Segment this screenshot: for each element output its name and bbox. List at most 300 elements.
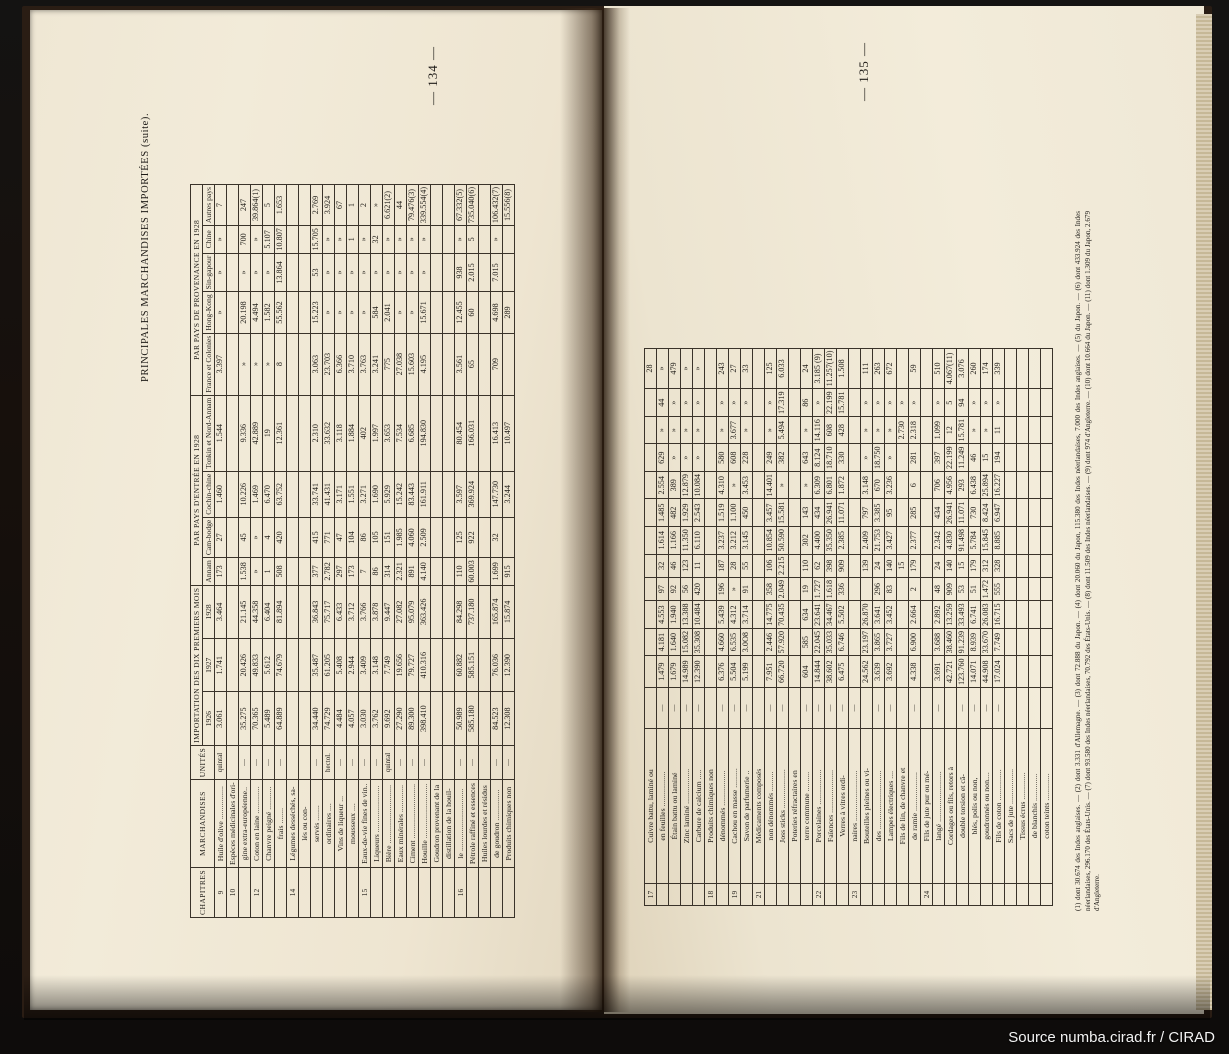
- cell-v1926: [921, 656, 933, 688]
- row-chapter: 24: [921, 884, 933, 906]
- row-chapter: 17: [645, 884, 657, 906]
- cell-annam: 1.727: [813, 577, 825, 600]
- cell-tonkin: 11.071: [957, 499, 969, 527]
- cell-v1927: 74.679: [275, 639, 287, 692]
- cell-v1928: [287, 585, 299, 638]
- cell-chine: »: [383, 226, 395, 254]
- cell-tonkin: [1017, 499, 1029, 527]
- cell-cambodge: [227, 517, 239, 557]
- row-label: Huile d'olive .................: [215, 780, 227, 868]
- cell-tonkin: 6.685: [407, 395, 419, 471]
- row-unit: —: [933, 688, 945, 729]
- row-label: le ................................: [455, 780, 467, 868]
- table-row: [717, 348, 729, 905]
- cell-chine: »: [933, 389, 945, 417]
- row-label: Légumes desséchés, sa-: [287, 780, 299, 868]
- cell-singapour: [645, 416, 657, 444]
- row-unit: —: [311, 745, 323, 779]
- cell-v1928: 1.940: [669, 601, 681, 629]
- row-unit: [645, 688, 657, 729]
- cell-france: 706: [933, 471, 945, 499]
- cell-v1926: [287, 692, 299, 745]
- cell-chine: 5.107: [263, 226, 275, 254]
- cell-cochinchine: [1041, 527, 1053, 555]
- cell-autres: [753, 348, 765, 389]
- row-chapter: [347, 868, 359, 918]
- cell-v1927: 61.205: [323, 639, 335, 692]
- table-row: [825, 348, 837, 905]
- row-chapter: [239, 868, 251, 918]
- cell-v1928: 3.641: [873, 601, 885, 629]
- row-label: Joss sticks ....................: [777, 729, 789, 884]
- cell-autres: 2.769: [311, 184, 323, 225]
- th-cochinchine: Cochin-chine: [203, 471, 215, 517]
- row-unit: —: [801, 688, 813, 729]
- table-row: [383, 184, 395, 917]
- cell-tonkin: 143: [801, 499, 813, 527]
- cell-cambodge: 140: [885, 554, 897, 577]
- cell-singapour: »: [359, 253, 371, 292]
- row-unit: —: [455, 745, 467, 779]
- cell-cambodge: 415: [311, 517, 323, 557]
- cell-v1926: 585.180: [467, 692, 479, 745]
- cell-v1927: 4.660: [717, 628, 729, 656]
- row-chapter: [479, 868, 491, 918]
- cell-singapour: 15.781: [957, 416, 969, 444]
- row-unit: —: [993, 688, 1005, 729]
- cell-france: 4.310: [717, 471, 729, 499]
- cell-france: [503, 333, 515, 395]
- cell-v1927: [1017, 628, 1029, 656]
- cell-v1927: 76.036: [491, 639, 503, 692]
- cell-hongkong: 608: [729, 444, 741, 472]
- cell-chine: 5: [467, 226, 479, 254]
- cell-singapour: »: [801, 416, 813, 444]
- cell-cambodge: 909: [837, 554, 849, 577]
- cell-v1927: 7.749: [993, 628, 1005, 656]
- cell-v1926: [645, 656, 657, 688]
- cell-cambodge: 2.509: [419, 517, 431, 557]
- cell-france: [789, 471, 801, 499]
- cell-tonkin: 26.941: [945, 499, 957, 527]
- row-chapter: [681, 884, 693, 906]
- cell-v1927: 3.727: [885, 628, 897, 656]
- row-label: Faïences ......................: [825, 729, 837, 884]
- cell-cambodge: 4: [263, 517, 275, 557]
- cell-singapour: [299, 253, 311, 292]
- row-unit: —: [957, 688, 969, 729]
- cell-cochinchine: [287, 471, 299, 517]
- cell-cambodge: [753, 554, 765, 577]
- cell-v1926: 6.376: [717, 656, 729, 688]
- cell-chine: »: [741, 389, 753, 417]
- cell-chine: »: [909, 389, 921, 417]
- cell-cambodge: [287, 517, 299, 557]
- cell-v1928: 3.464: [215, 585, 227, 638]
- cell-v1926: 9.692: [383, 692, 395, 745]
- cell-autres: 6.033: [777, 348, 789, 389]
- row-chapter: 12: [251, 868, 263, 918]
- cell-cochinchine: 35.350: [825, 527, 837, 555]
- cell-tonkin: 7.534: [395, 395, 407, 471]
- cell-france: 293: [957, 471, 969, 499]
- table-row: [239, 184, 251, 917]
- cell-annam: [479, 558, 491, 586]
- cell-v1927: 33.670: [981, 628, 993, 656]
- cell-france: 709: [491, 333, 503, 395]
- table-row: [1005, 348, 1017, 905]
- cell-annam: [287, 558, 299, 586]
- cell-hongkong: [897, 444, 909, 472]
- row-unit: —: [717, 688, 729, 729]
- row-label: Huiles lourdes et résidus: [479, 780, 491, 868]
- cell-autres: 125: [765, 348, 777, 389]
- cell-cambodge: 106: [765, 554, 777, 577]
- table-row: [933, 348, 945, 905]
- cell-annam: [1041, 577, 1053, 600]
- cell-v1927: 4.181: [657, 628, 669, 656]
- cell-singapour: »: [383, 253, 395, 292]
- cell-singapour: [443, 253, 455, 292]
- table-row: [407, 184, 419, 917]
- cell-v1927: [443, 639, 455, 692]
- cell-v1928: 34.467: [825, 601, 837, 629]
- cell-singapour: 3.677: [729, 416, 741, 444]
- right-page: [604, 6, 1204, 1014]
- cell-annam: 1.618: [825, 577, 837, 600]
- cell-cambodge: [921, 554, 933, 577]
- cell-v1927: [287, 639, 299, 692]
- cell-chine: [299, 226, 311, 254]
- cell-hongkong: [299, 292, 311, 333]
- cell-tonkin: 19: [263, 395, 275, 471]
- cell-v1927: [789, 628, 801, 656]
- cell-v1927: 38.460: [945, 628, 957, 656]
- cell-v1928: 36.843: [311, 585, 323, 638]
- cell-autres: [921, 348, 933, 389]
- cell-france: [431, 333, 443, 395]
- cell-v1928: 2.892: [933, 601, 945, 629]
- cell-singapour: »: [741, 416, 753, 444]
- cell-v1927: 49.833: [251, 639, 263, 692]
- cell-v1927: [479, 639, 491, 692]
- cell-france: [1041, 471, 1053, 499]
- row-label: des ..............................: [873, 729, 885, 884]
- cell-cambodge: 123: [681, 554, 693, 577]
- row-unit: [945, 688, 957, 729]
- cell-v1928: 70.435: [777, 601, 789, 629]
- cell-annam: [705, 577, 717, 600]
- cell-hongkong: 20.198: [239, 292, 251, 333]
- cell-autres: 79.476(3): [407, 184, 419, 225]
- cell-cochinchine: [897, 527, 909, 555]
- row-label: Ciment ............................: [407, 780, 419, 868]
- cell-hongkong: »: [323, 292, 335, 333]
- cell-tonkin: 1.929: [681, 499, 693, 527]
- cell-v1926: 3.639: [873, 656, 885, 688]
- cell-autres: »: [693, 348, 705, 389]
- cell-v1928: [705, 601, 717, 629]
- cell-autres: 28: [645, 348, 657, 389]
- cell-autres: 27: [729, 348, 741, 389]
- cell-v1928: [1029, 601, 1041, 629]
- table-row: [957, 348, 969, 905]
- cell-cambodge: 125: [455, 517, 467, 557]
- cell-cambodge: [849, 554, 861, 577]
- row-chapter: [503, 868, 515, 918]
- row-unit: [227, 745, 239, 779]
- cell-cochinchine: 2.377: [909, 527, 921, 555]
- th-by-origin: PAR PAYS DE PROVENANCE EN 1928: [191, 184, 203, 395]
- cell-cochinchine: 161.911: [419, 471, 431, 517]
- cell-france: [705, 471, 717, 499]
- row-unit: —: [825, 688, 837, 729]
- cell-chine: »: [873, 389, 885, 417]
- page-edge-stack: [1196, 14, 1212, 1010]
- row-chapter: [263, 868, 275, 918]
- cell-v1926: [705, 656, 717, 688]
- cell-v1927: 23.197: [861, 628, 873, 656]
- cell-tonkin: 1.100: [729, 499, 741, 527]
- row-label: non dénommés ..........: [765, 729, 777, 884]
- cell-hongkong: [1005, 444, 1017, 472]
- row-label: Sacs de jute ..................: [1005, 729, 1017, 884]
- row-chapter: [669, 884, 681, 906]
- cell-france: »: [729, 471, 741, 499]
- cell-tonkin: 2.543: [693, 499, 705, 527]
- row-unit: —: [503, 745, 515, 779]
- cell-v1928: 6.433: [335, 585, 347, 638]
- cell-chine: [1005, 389, 1017, 417]
- table-row: [837, 348, 849, 905]
- cell-tonkin: 3.385: [873, 499, 885, 527]
- cell-cochinchine: 6.110: [693, 527, 705, 555]
- cell-annam: 56: [681, 577, 693, 600]
- cell-autres: 1: [347, 184, 359, 225]
- row-label: Tissus écrus ..............: [1017, 729, 1029, 884]
- cell-france: 12.879: [681, 471, 693, 499]
- cell-cambodge: 2.215: [777, 554, 789, 577]
- row-unit: [479, 745, 491, 779]
- cell-v1928: 3.714: [741, 601, 753, 629]
- cell-france: 14.401: [765, 471, 777, 499]
- th-units: UNITÉS: [191, 745, 215, 779]
- cell-annam: 173: [347, 558, 359, 586]
- cell-v1927: 7.749: [383, 639, 395, 692]
- row-unit: —: [837, 688, 849, 729]
- cell-v1926: 604: [801, 656, 813, 688]
- cell-cochinchine: 91.498: [957, 527, 969, 555]
- cell-france: 23.703: [323, 333, 335, 395]
- row-chapter: [383, 868, 395, 918]
- footnotes-wrap: [1074, 211, 1103, 911]
- cell-hongkong: »: [693, 444, 705, 472]
- cell-v1927: 3.688: [933, 628, 945, 656]
- cell-singapour: »: [681, 416, 693, 444]
- row-label: Verres à vitres ordi-: [837, 729, 849, 884]
- table-row: [645, 348, 657, 905]
- cell-annam: 1: [263, 558, 275, 586]
- table-row: [705, 348, 717, 905]
- cell-cochinchine: 5.784: [969, 527, 981, 555]
- cell-annam: 1.699: [491, 558, 503, 586]
- cell-france: 3.241: [371, 333, 383, 395]
- source-credit: Source numba.cirad.fr / CIRAD: [1008, 1029, 1215, 1046]
- cell-annam: »: [729, 577, 741, 600]
- cell-singapour: 53: [311, 253, 323, 292]
- left-table-title-wrap: [140, 113, 151, 382]
- cell-hongkong: 2.041: [383, 292, 395, 333]
- cell-v1928: 5.502: [837, 601, 849, 629]
- cell-autres: [287, 184, 299, 225]
- cell-autres: 33: [741, 348, 753, 389]
- cell-v1926: 5.504: [729, 656, 741, 688]
- cell-hongkong: 15.223: [311, 292, 323, 333]
- cell-chine: [921, 389, 933, 417]
- cell-chine: [705, 389, 717, 417]
- row-label: gine extra-européenne..: [239, 780, 251, 868]
- cell-cambodge: »: [251, 517, 263, 557]
- row-chapter: [909, 884, 921, 906]
- cell-v1926: 74.729: [323, 692, 335, 745]
- row-chapter: [765, 884, 777, 906]
- row-label: goudronnés ou non....: [981, 729, 993, 884]
- cell-france: [897, 471, 909, 499]
- cell-v1926: 6.475: [837, 656, 849, 688]
- row-unit: [1029, 688, 1041, 729]
- cell-hongkong: 629: [657, 444, 669, 472]
- cell-v1928: 4.312: [729, 601, 741, 629]
- cell-v1928: 5.439: [717, 601, 729, 629]
- cell-tonkin: 1.544: [215, 395, 227, 471]
- cell-autres: 44: [395, 184, 407, 225]
- cell-france: 670: [873, 471, 885, 499]
- cell-singapour: »: [371, 253, 383, 292]
- row-label: Goudron provenant de la: [431, 780, 443, 868]
- row-chapter: [275, 868, 287, 918]
- cell-tonkin: [645, 499, 657, 527]
- cell-chine: »: [993, 389, 1005, 417]
- cell-cambodge: [503, 517, 515, 557]
- row-unit: —: [347, 745, 359, 779]
- cell-singapour: »: [981, 416, 993, 444]
- cell-cambodge: [443, 517, 455, 557]
- cell-tonkin: [431, 395, 443, 471]
- cell-v1927: [227, 639, 239, 692]
- cell-cambodge: 86: [359, 517, 371, 557]
- cell-tonkin: 2.310: [311, 395, 323, 471]
- cell-tonkin: [897, 499, 909, 527]
- cell-annam: 377: [311, 558, 323, 586]
- cell-annam: [1029, 577, 1041, 600]
- cell-tonkin: 12.361: [275, 395, 287, 471]
- cell-hongkong: [645, 444, 657, 472]
- cell-chine: [479, 226, 491, 254]
- row-label: Vins de liqueur ...: [335, 780, 347, 868]
- cell-autres: 260: [969, 348, 981, 389]
- cell-v1926: [1017, 656, 1029, 688]
- cell-france: 4.195: [419, 333, 431, 395]
- cell-v1926: 3.061: [215, 692, 227, 745]
- cell-hongkong: 228: [741, 444, 753, 472]
- cell-v1928: 75.717: [323, 585, 335, 638]
- cell-annam: 915: [503, 558, 515, 586]
- cell-v1928: [789, 601, 801, 629]
- cell-cochinchine: [921, 527, 933, 555]
- cell-singapour: [227, 253, 239, 292]
- cell-france: 3.148: [861, 471, 873, 499]
- table-row: [227, 184, 239, 917]
- cell-annam: 51: [969, 577, 981, 600]
- table-row: [311, 184, 323, 917]
- cell-singapour: 11: [993, 416, 1005, 444]
- th-1928: 1928: [203, 585, 215, 638]
- cell-cambodge: 771: [323, 517, 335, 557]
- cell-v1926: 4.057: [347, 692, 359, 745]
- cell-v1928: [753, 601, 765, 629]
- cell-cochinchine: 3.597: [455, 471, 467, 517]
- cell-tonkin: [789, 499, 801, 527]
- cell-annam: 53: [957, 577, 969, 600]
- table-row: [921, 348, 933, 905]
- th-chapters: CHAPITRES: [191, 868, 215, 918]
- cell-france: 15.603: [407, 333, 419, 395]
- table-row: [359, 184, 371, 917]
- row-unit: —: [849, 688, 861, 729]
- cell-hongkong: 249: [765, 444, 777, 472]
- cell-cambodge: 4.060: [407, 517, 419, 557]
- cell-v1926: 89.300: [407, 692, 419, 745]
- cell-cochinchine: 6.470: [263, 471, 275, 517]
- table-row: [849, 348, 861, 905]
- row-label: coton teints ..............: [1041, 729, 1053, 884]
- row-chapter: [371, 868, 383, 918]
- cell-singapour: »: [251, 253, 263, 292]
- cell-tonkin: 15.581: [777, 499, 789, 527]
- cell-singapour: [1029, 416, 1041, 444]
- cell-v1928: 2.664: [909, 601, 921, 629]
- cell-annam: 7: [359, 558, 371, 586]
- cell-france: 6: [909, 471, 921, 499]
- cell-france: »: [251, 333, 263, 395]
- row-label: double torsion et câ-: [957, 729, 969, 884]
- th-1926: 1926: [203, 692, 215, 745]
- cell-cochinchine: 33.741: [311, 471, 323, 517]
- left-table-body: [215, 184, 515, 917]
- cell-france: 3.710: [347, 333, 359, 395]
- cell-cochinchine: 3.237: [717, 527, 729, 555]
- cell-v1928: [921, 601, 933, 629]
- cell-v1928: 3.766: [359, 585, 371, 638]
- row-chapter: [945, 884, 957, 906]
- table-row: [287, 184, 299, 917]
- cell-v1928: 3.712: [347, 585, 359, 638]
- row-chapter: [801, 884, 813, 906]
- imports-table-left: [190, 184, 515, 918]
- cell-singapour: 12: [945, 416, 957, 444]
- cell-v1928: 27.082: [395, 585, 407, 638]
- cell-v1926: [849, 656, 861, 688]
- cell-cambodge: 151: [383, 517, 395, 557]
- cell-tonkin: 10.497: [503, 395, 515, 471]
- cell-cambodge: 45: [239, 517, 251, 557]
- cell-singapour: 13.864: [275, 253, 287, 292]
- cell-v1928: 26.083: [981, 601, 993, 629]
- cell-singapour: »: [969, 416, 981, 444]
- cell-v1928: 16.715: [993, 601, 1005, 629]
- cell-cochinchine: 3.145: [741, 527, 753, 555]
- row-unit: quintal: [215, 745, 227, 779]
